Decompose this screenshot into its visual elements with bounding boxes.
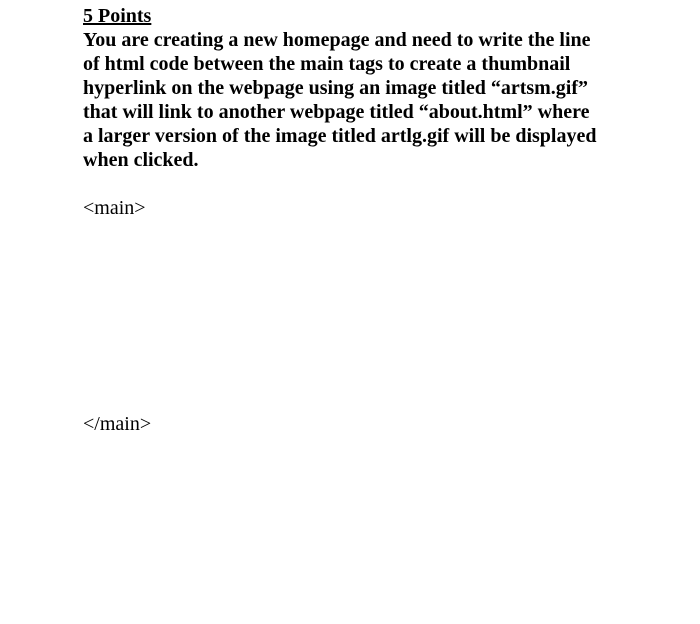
main-close-tag: </main> (83, 413, 152, 435)
points-label: 5 Points (83, 5, 152, 27)
prompt-line-6: when clicked. (83, 149, 199, 171)
prompt-line-5: a larger version of the image titled artlg.gif will be displayed (83, 125, 597, 147)
question-block (83, 4, 643, 172)
prompt-line-4: that will link to another webpage titled “about.html” where (83, 101, 590, 123)
main-open-tag: <main> (83, 197, 146, 219)
prompt-line-3: hyperlink on the webpage using an image titled “artsm.gif” (83, 77, 589, 99)
prompt-line-1: You are creating a new homepage and need to write the line (83, 29, 591, 51)
prompt-line-2: of html code between the main tags to create a thumbnail (83, 53, 571, 75)
